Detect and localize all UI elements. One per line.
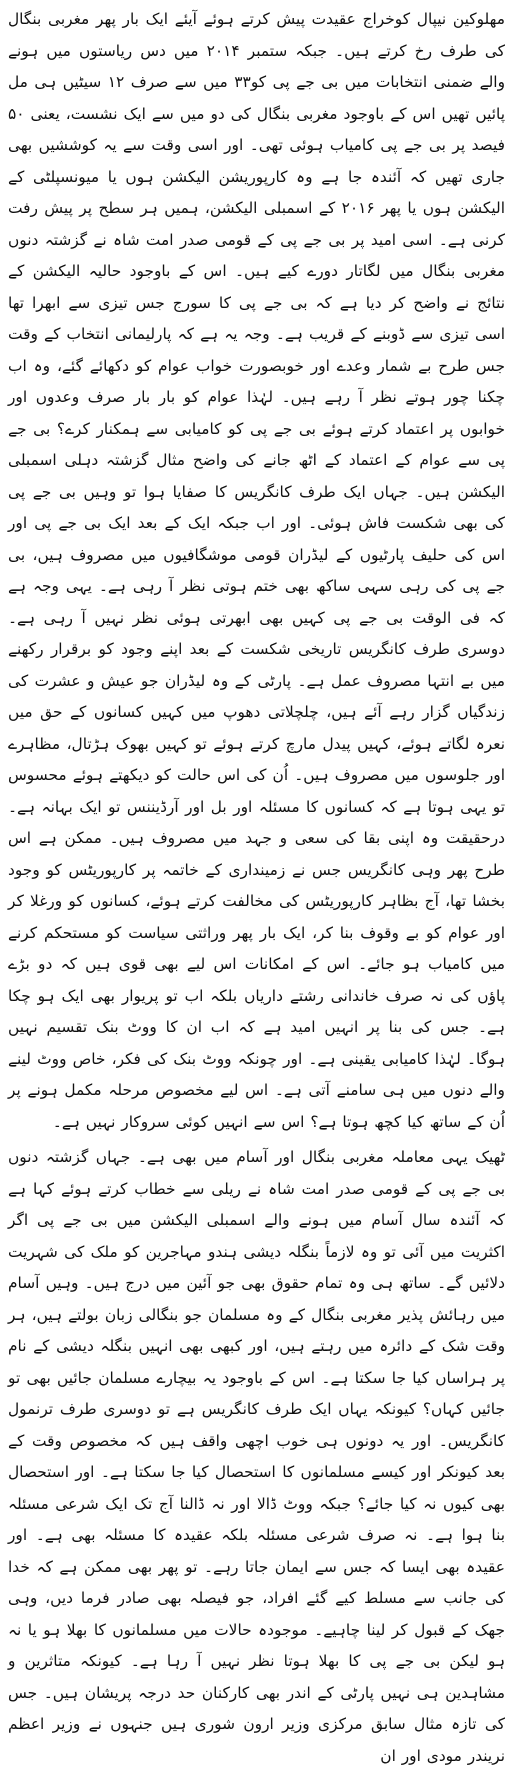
- article-paragraph-2: ٹھیک یہی معاملہ مغربی بنگال اور آسام میں بھی ہے۔ جہاں گزشتہ دنوں بی جے پی کے قومی صدر امت شاہ نے ریلی سے خطاب کرتے ہوئے کہا ہے کہ آئندہ سال آسام میں ہونے والے اسمبلی الیکشن میں بی جے پی اگر اکثریت میں آئی تو وہ لازماً بنگلہ دیشی ہندو مہاجرین کو ملک کی شہریت دلائیں گے۔ ساتھ ہی وہ تمام حقوق بھی جو آئین میں درج ہیں۔ وہیں آسام میں رہائش پذیر مغربی بنگال کے وہ مسلمان جو بنگالی زبان بولتے ہیں، ہر وقت شک کے دائرہ میں رہتے ہیں، اور کبھی بھی انہیں بنگلہ دیشی کے نام پر ہراساں کیا جا سکتا ہے۔ اس کے باوجود یہ بیچارے مسلمان جائیں بھی تو جائیں کہاں؟ کیونکہ یہاں ایک طرف کانگریس ہے تو دوسری طرف ترنمول کانگریس۔ اور یہ دونوں ہی خوب اچھی واقف ہیں کہ مخصوص وقت کے بعد کیونکر اور کیسے مسلمانوں کا استحصال کیا جا سکتا ہے۔ اور استحصال بھی کیوں نہ کیا جائے؟ جبکہ ووٹ ڈالا اور نہ ڈالنا آج تک ایک شرعی مسئلہ بنا ہوا ہے۔ نہ صرف شرعی مسئلہ بلکہ عقیدہ کا مسئلہ بھی ہے۔ اور عقیدہ بھی ایسا کہ جس سے ایمان جاتا رہے۔ تو پھر بھی ممکن ہے کہ خدا کی جانب سے مسلط کیے گئے افراد، جو فیصلہ بھی صادر فرما دیں، وہی جھک کے قبول کر لینا چاہیے۔ موجودہ حالات میں مسلمانوں کا بھلا ہو یا نہ ہو لیکن بی جے پی کا بھلا ہوتا نظر نہیں آ رہا ہے۔ کیونکہ متاثرین و مشاہدین ہی نہیں پارٹی کے اندر بھی کارکنان حد درجہ پریشان ہیں۔ جس کی تازہ مثال سابق مرکزی وزیر ارون شوری ہیں جنہوں نے وزیر اعظم نریندر مودی اور ان: [8, 1148, 505, 1765]
- article-paragraph-1: مھلوکین نیپال کوخراج عقیدت پیش کرتے ہوئے آیئے ایک بار پھر مغربی بنگال کی طرف رخ کرتے ہیں۔ جبکہ ستمبر ۲۰۱۴ میں دس ریاستوں میں ہونے والے ضمنی انتخابات میں بی جے پی کو۳۳ میں سے صرف ۱۲ سیٹیں ہی مل پائیں تھیں اس کے باوجود مغربی بنگال کی دو میں سے ایک نشست، یعنی ۵۰ فیصد پر بی جے پی کامیاب ہوئی تھی۔ اور اسی وقت سے یہ کوششیں بھی جاری تھیں کہ آئندہ جا ہے وہ کارپوریشن الیکشن ہوں یا میونسپلٹی کے الیکشن ہوں یا پھر ۲۰۱۶ کے اسمبلی الیکشن، ہمیں ہر سطح پر پیش رفت کرنی ہے۔ اسی امید پر بی جے پی کے قومی صدر امت شاہ نے گزشتہ دنوں مغربی بنگال میں لگاتار دورے کیے ہیں۔ اس کے باوجود حالیہ الیکشن کے نتائج نے واضح کر دیا ہے کہ بی جے پی کا سورج جس تیزی سے ابھرا تھا اسی تیزی سے ڈوبنے کے قریب ہے۔ وجہ یہ ہے کہ پارلیمانی انتخاب کے وقت جس طرح بے شمار وعدے اور خوبصورت خواب عوام کو دکھائے گئے، وہ اب چکنا چور ہوتے نظر آ رہے ہیں۔ لہٰذا عوام کو بار بار صرف وعدوں اور خوابوں پر اعتماد کرتے ہوئے بی جے پی کو کامیابی سے ہمکنار کرے؟ بی جے پی سے عوام کے اعتماد کے اٹھ جانے کی واضح مثال گزشتہ دہلی اسمبلی الیکشن ہیں۔ جہاں ایک طرف کانگریس کا صفایا ہوا تو وہیں بی جے پی کی بھی شکست فاش ہوئی۔ اور اب جبکہ ایک کے بعد ایک بی جے پی اور اس کی حلیف پارٹیوں کے لیڈران قومی موشگافیوں میں مصروف ہیں، بی جے پی کی رہی سہی ساکھ بھی ختم ہوتی نظر آ رہی ہے۔ یہی وجہ ہے کہ فی الوقت بی جے پی کہیں بھی ابھرتی ہوئی نظر نہیں آ رہی ہے۔ دوسری طرف کانگریس تاریخی شکست کے بعد اپنے وجود کو برقرار رکھنے میں بے انتہا مصروف عمل ہے۔ پارٹی کے وہ لیڈران جو عیش و عشرت کی زندگیاں گزار رہے آئے ہیں، چلچلاتی دھوپ میں کہیں کسانوں کے حق میں نعرہ لگاتے ہوئے، کہیں پیدل مارچ کرتے ہوئے تو کہیں بھوک ہڑتال، مظاہرے اور جلوسوں میں مصروف ہیں۔ اُن کی اس حالت کو دیکھتے ہوئے محسوس تو یہی ہوتا ہے کہ کسانوں کا مسئلہ اور بل اور آرڈیننس تو ایک بہانہ ہے۔ درحقیقت وہ اپنی بقا کی سعی و جہد میں مصروف ہیں۔ ممکن ہے اس طرح پھر وہی کانگریس جس نے زمینداری کے خاتمہ پر کارپوریٹس کو وجود بخشا تھا، آج بظاہر کارپوریٹس کی مخالفت کرتے ہوئے، کسانوں کو ورغلا کر اور عوام کو بے وقوف بنا کر، ایک بار پھر وراثتی سیاست کو مستحکم کرنے میں کامیاب ہو جائے۔ اس کے امکانات اس لیے بھی قوی ہیں کہ دو بڑے پاؤں کی نہ صرف خاندانی رشتے داریاں بلکہ اب تو پریوار بھی ایک ہو چکا ہے۔ جس کی بنا پر انہیں امید ہے کہ اب ان کا ووٹ بنک تقسیم نہیں ہوگا۔ لہٰذا کامیابی یقینی ہے۔ اور چونکہ ووٹ بنک کی فکر، خاص ووٹ لینے والے دنوں میں ہی سامنے آتی ہے۔ اس لیے مخصوص مرحلہ مکمل ہونے پر اُن کے ساتھ کیا کچھ ہوتا ہے؟ اس سے انہیں کوئی سروکار نہیں ہے۔: [8, 10, 506, 1131]
